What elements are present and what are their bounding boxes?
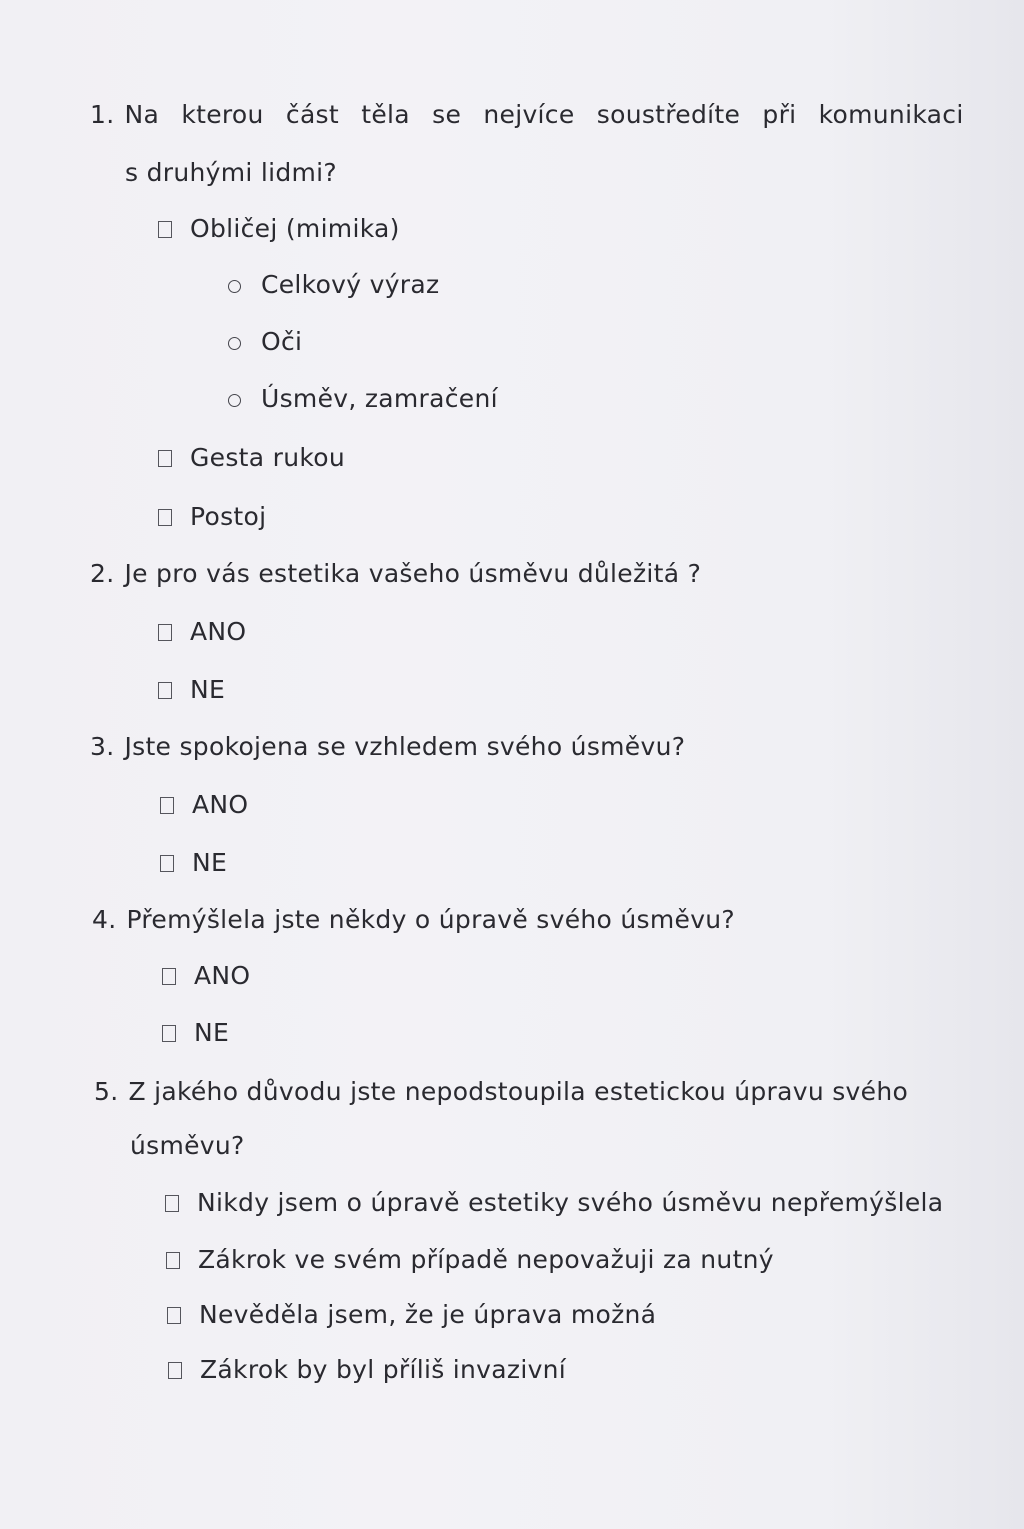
question-text: Na kterou část těla se nejvíce soustředíte při komunikaci (124, 100, 964, 129)
sub-option-smile (228, 384, 498, 413)
option-label: Zákrok ve svém případě nepovažuji za nutný (198, 1245, 774, 1274)
option-label: Zákrok by byl příliš invazivní (200, 1355, 567, 1384)
question-1-continuation: s druhými lidmi? (125, 158, 337, 187)
question-3 (90, 732, 685, 761)
question-5 (94, 1077, 908, 1106)
question-number: 4. (92, 905, 117, 934)
option-label: NE (192, 848, 228, 877)
option-posture[interactable] (158, 502, 266, 531)
option-label: Nikdy jsem o úpravě estetiky svého úsměvu nepřemýšlela (197, 1188, 944, 1217)
checkbox-icon[interactable] (158, 682, 172, 699)
option-face[interactable] (158, 214, 400, 243)
question-1 (90, 100, 964, 129)
sub-option-overall-expression (228, 270, 439, 299)
question-number: 2. (90, 559, 115, 588)
checkbox-icon[interactable] (166, 1252, 180, 1269)
circle-bullet-icon (228, 337, 241, 350)
sub-option-eyes (228, 327, 302, 356)
checkbox-icon[interactable] (168, 1362, 182, 1379)
option-yes[interactable] (162, 961, 250, 990)
checkbox-icon[interactable] (162, 968, 176, 985)
option-label: ANO (194, 961, 251, 990)
checkbox-icon[interactable] (158, 450, 172, 467)
checkbox-icon[interactable] (158, 624, 172, 641)
checkbox-icon[interactable] (158, 509, 172, 526)
option-not-necessary[interactable] (166, 1245, 774, 1274)
question-4 (92, 905, 735, 934)
question-text: Je pro vás estetika vašeho úsměvu důležitá ? (124, 559, 702, 588)
option-too-invasive[interactable] (168, 1355, 566, 1384)
question-text: Jste spokojena se vzhledem svého úsměvu? (124, 732, 686, 761)
option-label: NE (194, 1018, 230, 1047)
option-never-thought[interactable] (165, 1188, 943, 1217)
sub-option-label: Oči (261, 327, 303, 356)
sub-option-label: Úsměv, zamračení (261, 384, 498, 413)
option-label: Nevěděla jsem, že je úprava možná (199, 1300, 657, 1329)
option-hand-gestures[interactable] (158, 443, 345, 472)
checkbox-icon[interactable] (167, 1307, 181, 1324)
question-text: Z jakého důvodu jste nepodstoupila estetickou úpravu svého (128, 1077, 909, 1106)
option-label: Postoj (190, 502, 267, 531)
question-5-continuation: úsměvu? (130, 1131, 245, 1160)
question-number: 1. (90, 100, 115, 129)
option-yes[interactable] (158, 617, 246, 646)
sub-option-label: Celkový výraz (261, 270, 440, 299)
question-number: 3. (90, 732, 115, 761)
checkbox-icon[interactable] (160, 797, 174, 814)
option-label: Obličej (mimika) (190, 214, 400, 243)
question-2 (90, 559, 701, 588)
checkbox-icon[interactable] (162, 1025, 176, 1042)
option-yes[interactable] (160, 790, 248, 819)
checkbox-icon[interactable] (160, 855, 174, 872)
circle-bullet-icon (228, 394, 241, 407)
option-label: ANO (190, 617, 247, 646)
option-label: Gesta rukou (190, 443, 345, 472)
option-label: NE (190, 675, 226, 704)
option-did-not-know[interactable] (167, 1300, 656, 1329)
question-text: Přemýšlela jste někdy o úpravě svého úsměvu? (126, 905, 736, 934)
option-no[interactable] (160, 848, 227, 877)
option-no[interactable] (158, 675, 225, 704)
circle-bullet-icon (228, 280, 241, 293)
option-label: ANO (192, 790, 249, 819)
option-no[interactable] (162, 1018, 229, 1047)
question-number: 5. (94, 1077, 119, 1106)
checkbox-icon[interactable] (165, 1195, 179, 1212)
checkbox-icon[interactable] (158, 221, 172, 238)
